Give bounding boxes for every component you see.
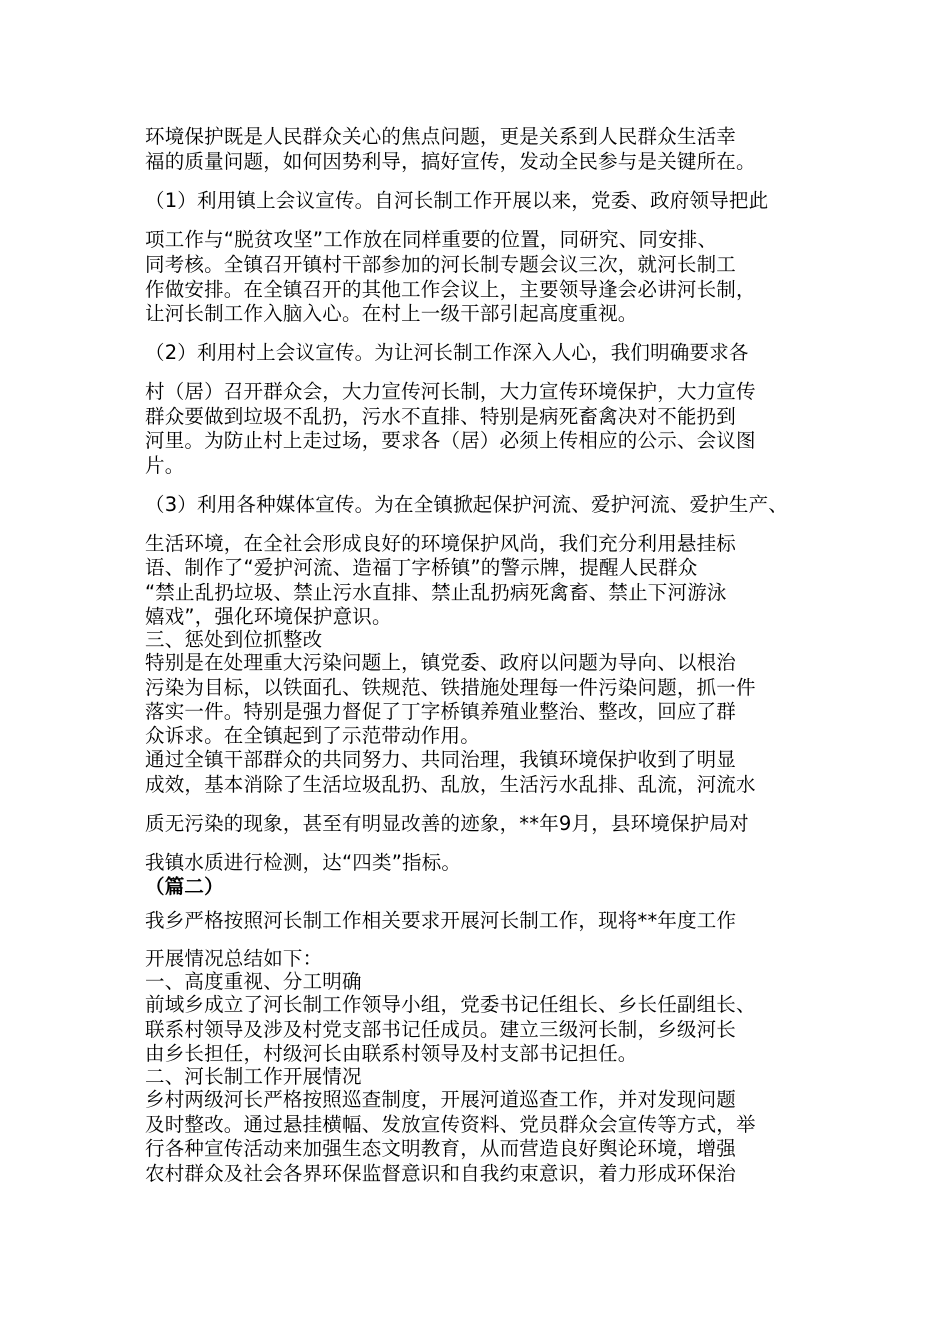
part-heading: （篇二） — [145, 875, 224, 898]
text-line: 我乡严格按照河长制工作相关要求开展河长制工作，现将**年度工作 — [145, 909, 737, 932]
text-line: 作做安排。在全镇召开的其他工作会议上，主要领导逢会必讲河长制， — [145, 278, 756, 301]
text-line: 及时整改。通过悬挂横幅、发放宣传资料、党员群众会宣传等方式，举 — [145, 1113, 756, 1136]
text-line: （1）利用镇上会议宣传。自河长制工作开展以来，党委、政府领导把此 — [145, 189, 769, 212]
text-line: 开展情况总结如下： — [145, 947, 323, 970]
text-line: 片。 — [145, 454, 185, 477]
text-line: 前域乡成立了河长制工作领导小组，党委书记任组长、乡长任副组长、 — [145, 993, 756, 1016]
section-heading: 三、惩处到位抓整改 — [145, 628, 323, 651]
text-line: 河里。为防止村上走过场，要求各（居）必须上传相应的公示、会议图 — [145, 429, 756, 452]
text-line: 质无污染的现象，甚至有明显改善的迹象，**年9月，县环境保护局对 — [145, 812, 749, 835]
text-line: 生活环境，在全社会形成良好的环境保护风尚，我们充分利用悬挂标 — [145, 532, 737, 555]
text-line: （2）利用村上会议宣传。为让河长制工作深入人心，我们明确要求各 — [145, 341, 749, 364]
text-line: 行各种宣传活动来加强生态文明教育，从而营造良好舆论环境，增强 — [145, 1137, 737, 1160]
text-line: 成效，基本消除了生活垃圾乱扔、乱放，生活污水乱排、乱流，河流水 — [145, 773, 756, 796]
text-line: 污染为目标，以铁面孔、铁规范、铁措施处理每一件污染问题，抓一件 — [145, 676, 756, 699]
text-line: 特别是在处理重大污染问题上，镇党委、政府以问题为导向、以根治 — [145, 651, 737, 674]
text-line: 环境保护既是人民群众关心的焦点问题，更是关系到人民群众生活幸 — [145, 125, 737, 148]
text-line: 农村群众及社会各界环保监督意识和自我约束意识，着力形成环保治 — [145, 1162, 737, 1185]
text-line: 乡村两级河长严格按照巡查制度，开展河道巡查工作，并对发现问题 — [145, 1088, 737, 1111]
text-line: 联系村领导及涉及村党支部书记任成员。建立三级河长制，乡级河长 — [145, 1018, 737, 1041]
text-line: 落实一件。特别是强力督促了丁字桥镇养殖业整治、整改，回应了群 — [145, 700, 737, 723]
text-line: 同考核。全镇召开镇村干部参加的河长制专题会议三次，就河长制工 — [145, 253, 737, 276]
text-line: 由乡长担任，村级河长由联系村领导及村支部书记担任。 — [145, 1042, 638, 1065]
section-heading: 一、高度重视、分工明确 — [145, 970, 362, 993]
text-line: 嬉戏”，强化环境保护意识。 — [145, 605, 392, 628]
text-line: 我镇水质进行检测，达“四类”指标。 — [145, 851, 462, 874]
text-line: 众诉求。在全镇起到了示范带动作用。 — [145, 724, 480, 747]
text-line: 语、制作了“爱护河流、造福丁字桥镇”的警示牌，提醒人民群众 — [145, 556, 698, 579]
text-line: 通过全镇干部群众的共同努力、共同治理，我镇环境保护收到了明显 — [145, 748, 737, 771]
text-line: 群众要做到垃圾不乱扔，污水不直排、特别是病死畜禽决对不能扔到 — [145, 405, 737, 428]
text-line: 福的质量问题，如何因势利导，搞好宣传，发动全民参与是关键所在。 — [145, 150, 756, 173]
text-line: （3）利用各种媒体宣传。为在全镇掀起保护河流、爱护河流、爱护生产、 — [145, 493, 789, 516]
text-line: 项工作与“脱贫攻坚”工作放在同样重要的位置，同研究、同安排、 — [145, 228, 718, 251]
text-line: 村（居）召开群众会，大力宣传河长制，大力宣传环境保护，大力宣传 — [145, 380, 756, 403]
text-line: “禁止乱扔垃圾、禁止污水直排、禁止乱扔病死禽畜、禁止下河游泳 — [145, 581, 727, 604]
section-heading: 二、河长制工作开展情况 — [145, 1065, 362, 1088]
text-line: 让河长制工作入脑入心。在村上一级干部引起高度重视。 — [145, 302, 638, 325]
